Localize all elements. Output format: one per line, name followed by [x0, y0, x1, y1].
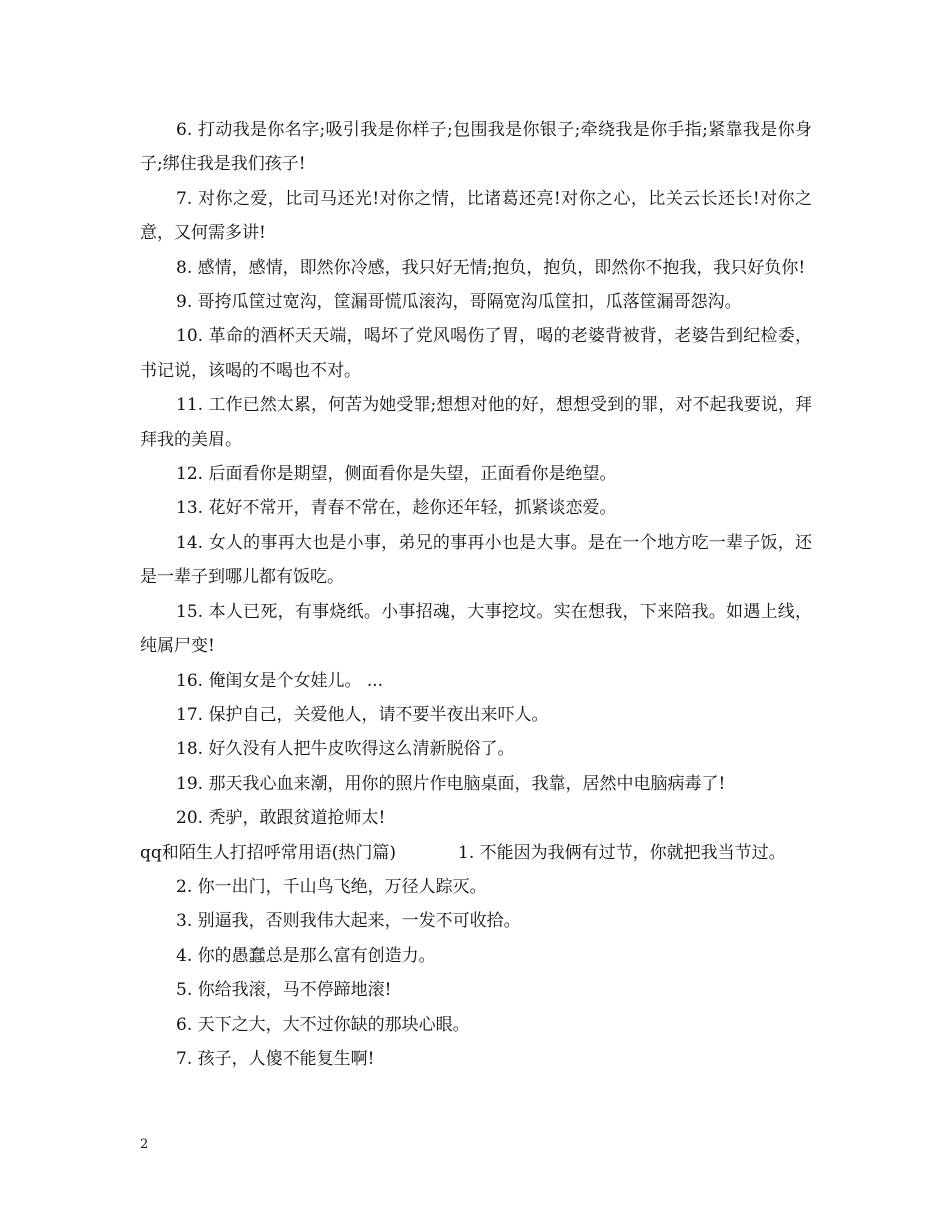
list-item: 17. 保护自己，关爱他人，请不要半夜出来吓人。 — [176, 704, 549, 725]
list-item: 14. 女人的事再大也是小事，弟兄的事再小也是大事。是在一个地方吃一辈子饭，还是一辈子到哪儿都有饭吃。 — [140, 532, 812, 588]
list-item: 11. 工作已然太累，何苦为她受罪;想想对他的好，想想受到的罪，对不起我要说，拜拜我的美眉。 — [140, 395, 812, 450]
list-item: 16. 俺闺女是个女娃儿。 ... — [176, 670, 384, 691]
section-heading-line — [140, 836, 812, 870]
list-item: 19. 那天我心血来潮，用你的照片作电脑桌面，我靠，居然中电脑病毒了! — [176, 773, 726, 794]
document-body — [140, 113, 812, 1076]
list-item: 7. 孩子，人傻不能复生啊! — [176, 1048, 375, 1069]
list-item: 8. 感情，感情，即然你冷感，我只好无情;抱负，抱负，即然你不抱我，我只好负你! — [176, 257, 806, 278]
list-item: 5. 你给我滚，马不停蹄地滚! — [176, 980, 392, 1001]
list-item: 20. 秃驴，敢跟贫道抢师太! — [176, 808, 386, 829]
list-item: 12. 后面看你是期望，侧面看你是失望，正面看你是绝望。 — [176, 464, 617, 485]
list-item: 6. 打动我是你名字;吸引我是你样子;包围我是你银子;牵绕我是你手指;紧靠我是你身子;绑住我是我们孩子! — [140, 120, 812, 175]
list-item: 2. 你一出门，千山鸟飞绝，万径人踪灭。 — [176, 876, 487, 897]
list-item: 13. 花好不常开，青春不常在，趁你还年轻，抓紧谈恋爱。 — [176, 498, 617, 519]
list-item: 6. 天下之大，大不过你缺的那块心眼。 — [176, 1014, 470, 1035]
page-number: 2 — [140, 1137, 149, 1152]
list-item: 7. 对你之爱，比司马还光!对你之情，比诸葛还亮!对你之心，比关云长还长!对你之意，又何需多讲! — [140, 188, 812, 244]
section-first-item: 1. 不能因为我俩有过节，你就把我当节过。 — [458, 842, 786, 863]
list-item: 18. 好久没有人把牛皮吹得这么清新脱俗了。 — [176, 739, 515, 760]
section-heading: qq和陌生人打招呼常用语(热门篇) — [140, 842, 397, 863]
list-item: 3. 别逼我，否则我伟大起来，一发不可收拾。 — [176, 911, 521, 932]
list-item: 4. 你的愚蠢总是那么富有创造力。 — [176, 945, 436, 966]
list-item: 10. 革命的酒杯天天端，喝坏了党风喝伤了胃，喝的老婆背被背，老婆告到纪检委，书记说，该喝的不喝也不对。 — [140, 326, 812, 381]
list-item: 9. 哥挎瓜筐过宽沟，筐漏哥慌瓜滚沟，哥隔宽沟瓜筐扣，瓜落筐漏哥怨沟。 — [176, 292, 742, 313]
list-item: 15. 本人已死，有事烧纸。小事招魂，大事挖坟。实在想我，下来陪我。如遇上线，纯属尸变! — [140, 601, 812, 657]
